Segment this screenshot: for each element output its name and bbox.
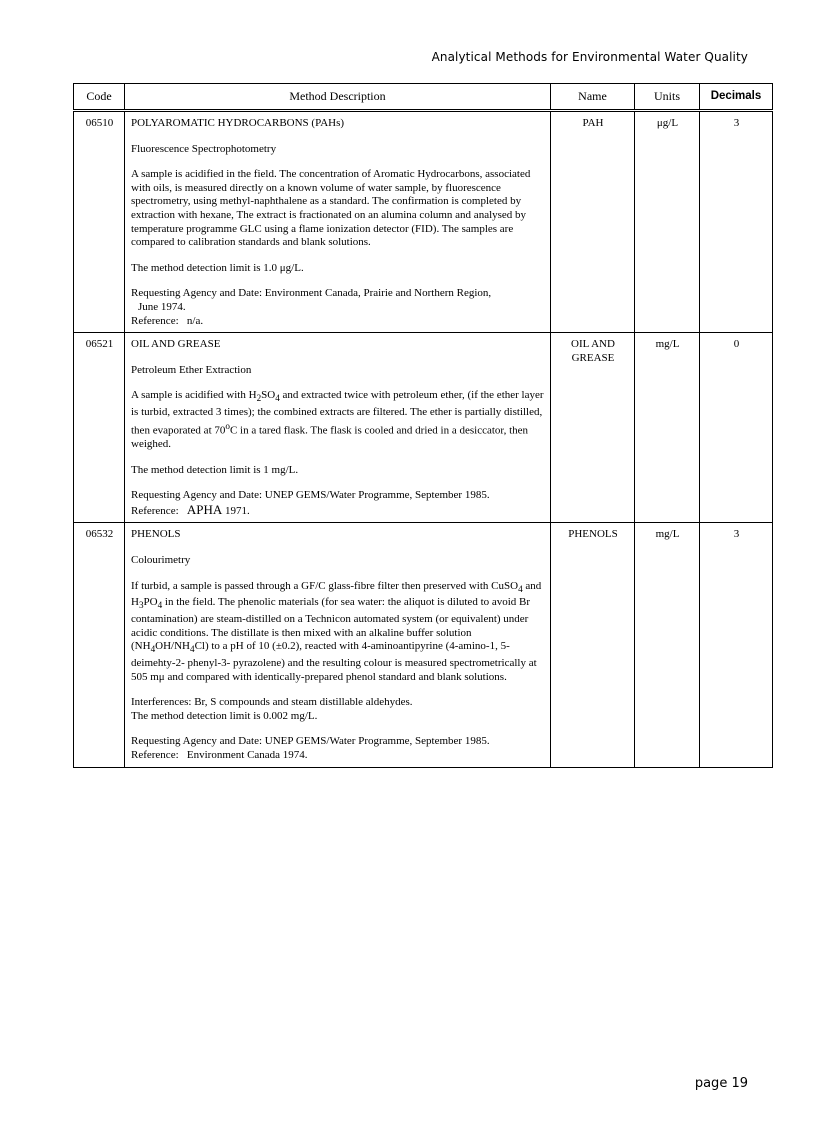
method-technique: Fluorescence Spectrophotometry [131,142,277,155]
method-technique: Petroleum Ether Extraction [131,363,252,376]
requesting-agency: Requesting Agency and Date: Environment Canada, Prairie and Northern Region, [131,287,492,300]
column-header-code: Code [74,84,125,111]
method-units: μg/L [635,111,700,333]
table-header-row [74,84,773,111]
requesting-agency: Requesting Agency and Date: UNEP GEMS/Water Programme, September 1985. [131,735,490,748]
reference-year: 1971. [225,504,250,517]
method-technique: Colourimetry [131,553,191,566]
method-description [125,333,551,523]
reference [131,503,545,519]
requesting-agency: Requesting Agency and Date: UNEP GEMS/Water Programme, September 1985. [131,489,490,502]
page-number: page 19 [694,1076,748,1091]
method-title: PHENOLS [131,528,181,541]
reference-label: Reference: [131,314,179,327]
detection-limit: The method detection limit is 0.002 mg/L. [131,709,318,722]
reference [131,749,545,763]
method-decimals: 3 [700,523,773,767]
detection-limit: The method detection limit is 1 mg/L. [131,463,299,476]
column-header-decimals: Decimals [700,84,773,111]
method-name: PHENOLS [551,523,635,767]
running-header: Analytical Methods for Environmental Water Quality [431,50,748,64]
table-row [74,333,773,523]
reference-value: Environment Canada 1974. [186,749,308,761]
column-header-name: Name [551,84,635,111]
reference-label: Reference: [131,504,179,517]
table-row [74,523,773,767]
method-code: 06521 [74,333,125,523]
detection-limit: The method detection limit is 1.0 μg/L. [131,261,304,274]
method-description [125,523,551,767]
reference-value: APHA [186,501,223,517]
method-title: POLYAROMATIC HYDROCARBONS (PAHs) [131,117,345,129]
reference [131,315,545,329]
method-description [125,111,551,333]
methods-table [73,83,773,768]
requesting-date: June 1974. [138,300,186,313]
method-name: OIL AND GREASE [551,333,635,523]
method-procedure: A sample is acidified in the field. The concentration of Aromatic Hydrocarbons, associated with oils, is measured directly on a known volume of water sample, by fluorescence spectrometry, using methyl-naphthalene as a standard. The confirmation is completed by extraction with hexane, The extract is fractionated on an alumina column and analysed by temperature programme GLC using a flame ionization detector (FID). The samples are compared to calibration standards and blank solutions. [131,168,531,249]
interferences: Interferences: Br, S compounds and steam distillable aldehydes. [131,696,413,709]
method-decimals: 3 [700,111,773,333]
method-title: OIL AND GREASE [131,338,221,351]
column-header-units: Units [635,84,700,111]
method-procedure: A sample is acidified with $H_2SO_4$ and extracted twice with petroleum ether, (if the ether layer is turbid, extracted 3 times); the combined extracts are filtered. The ether is partially distilled, then evaporated at 70$^o$C in a tared flask. The flask is cooled and dried in a desiccator, then weighed. [131,389,544,450]
column-header-description: Method Description [125,84,551,111]
method-units: mg/L [635,523,700,767]
method-name: PAH [551,111,635,333]
reference-value: n/a. [186,314,204,327]
method-procedure: If turbid, a sample is passed through a GF/C glass-fibre filter then preserved with CuSO$_4$ and $H_3PO_4$ in the field. The phenolic materials (for sea water: the aliquot is diluted to avoid Br contamination) are steam-distilled on a Technicon automated system (or equivalent) under acidic conditions. The distillate is then mixed with an alkaline buffer solution $(NH_4OH/NH_4Cl)$ to a pH of 10 (±0.2), reacted with 4-aminoantipyrine (4-amino-1, 5-deimehty-2- phenyl-3- pyrazolene) and the resulting colour is measured spectrometrically at 505 mμ and compared with identically-prepared phenol standard and blank solutions. [131,579,542,683]
method-units: mg/L [635,333,700,523]
method-code: 06532 [74,523,125,767]
reference-label: Reference: [131,749,179,761]
method-code: 06510 [74,111,125,333]
table-row [74,111,773,333]
method-decimals: 0 [700,333,773,523]
